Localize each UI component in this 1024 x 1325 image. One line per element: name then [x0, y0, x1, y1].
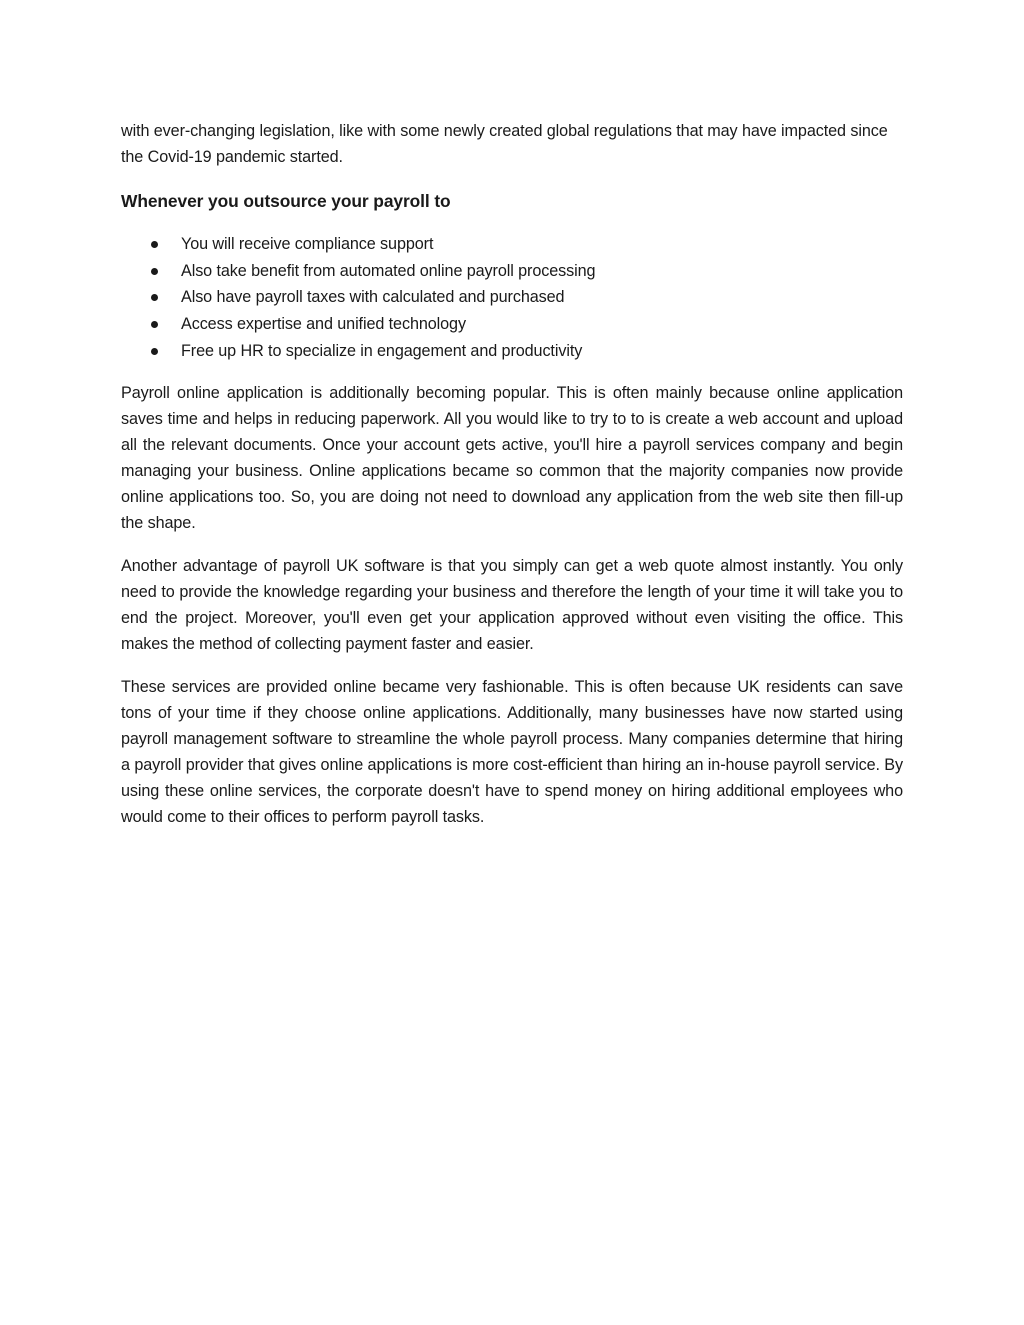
- list-item: [121, 311, 903, 338]
- list-item-text: Free up HR to specialize in engagement and productivity: [181, 341, 583, 360]
- body-paragraph: These services are provided online became very fashionable. This is often because UK residents can save tons of your time if they choose online applications. Additionally, many businesses have now started using payroll management software to streamline the whole payroll process. Many companies determine that hiring a payroll provider that gives online applications is more cost-efficient than hiring an in-house payroll service. By using these online services, the corporate doesn't have to spend money on hiring additional employees who would come to their offices to perform payroll tasks.: [121, 678, 903, 827]
- list-item: [121, 231, 903, 258]
- list-item-text: You will receive compliance support: [181, 235, 434, 253]
- body-paragraph: Another advantage of payroll UK software is that you simply can get a web quote almost instantly. You only need to provide the knowledge regarding your business and therefore the length of your time it will take you to end the project. Moreover, you'll even get your application approved without even visiting the office. This makes the method of collecting payment faster and easier.: [121, 557, 903, 654]
- bullet-icon: [151, 294, 158, 301]
- document-page: [121, 118, 903, 830]
- list-item: [121, 338, 903, 365]
- list-item-text: Access expertise and unified technology: [181, 315, 466, 334]
- bullet-icon: [151, 348, 158, 355]
- list-item-text: Also take benefit from automated online payroll processing: [181, 261, 596, 280]
- body-paragraph: Payroll online application is additionally becoming popular. This is often mainly because online application saves time and helps in reducing paperwork. All you would like to try to to is create a web account and upload all the relevant documents. Once your account gets active, you'll hire a payroll services company and begin managing your business. Online applications became so common that the majority companies now provide online applications too. So, you are doing not need to download any application from the web site then fill-up the shape.: [121, 384, 903, 533]
- list-item: [121, 258, 903, 285]
- list-item-text: Also have payroll taxes with calculated and purchased: [181, 288, 565, 307]
- bullet-icon: [151, 268, 158, 275]
- bullet-list: [121, 231, 903, 364]
- list-item: [121, 284, 903, 311]
- intro-paragraph: with ever-changing legislation, like with some newly created global regulations that may have impacted since the Covid-19 pandemic started.: [121, 122, 888, 166]
- bullet-icon: [151, 321, 158, 328]
- bullet-icon: [151, 241, 158, 248]
- section-heading: Whenever you outsource your payroll to: [121, 191, 451, 211]
